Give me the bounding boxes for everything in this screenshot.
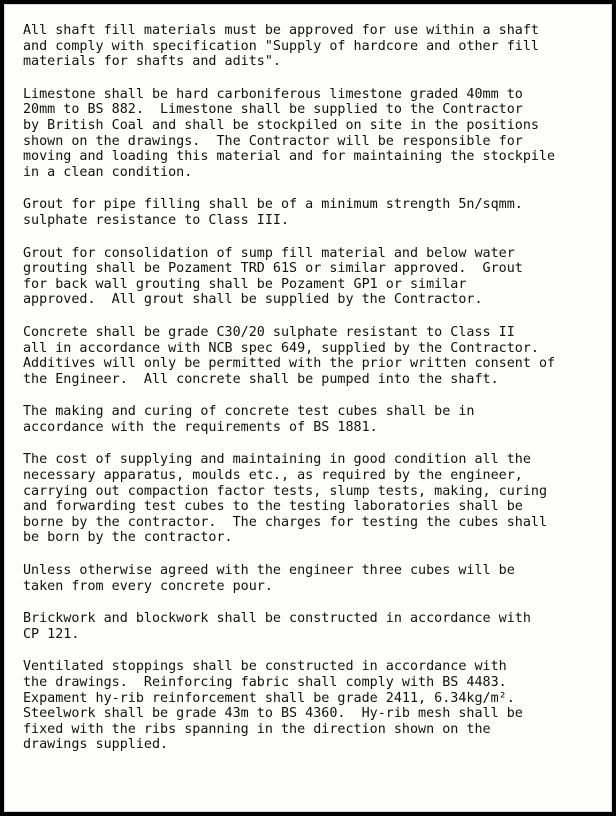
paragraph (23, 325, 599, 387)
text-line: Grout for pipe filling shall be of a minimum strength 5n/sqmm. (23, 197, 523, 213)
paragraph (23, 246, 599, 308)
text-line: sulphate resistance to Class III. (23, 212, 290, 228)
text-line: for back wall grouting shall be Pozament GP1 or similar (23, 276, 467, 292)
text-line: Expament hy-rib reinforcement shall be grade 2411, 6.34kg/m². (23, 690, 515, 706)
paragraph (23, 404, 599, 435)
text-line: Unless otherwise agreed with the engineer three cubes will be (23, 563, 515, 579)
paragraph (23, 659, 599, 753)
text-line: The making and curing of concrete test cubes shall be in (23, 404, 475, 420)
text-line: accordance with the requirements of BS 1881. (23, 419, 378, 435)
text-line: fixed with the ribs spanning in the direction shown on the (23, 721, 491, 737)
text-line: borne by the contractor. The charges for testing the cubes shall (23, 514, 548, 530)
paragraph (23, 87, 599, 181)
text-line: approved. All grout shall be supplied by the Contractor. (23, 292, 483, 308)
text-line: drawings supplied. (23, 737, 169, 753)
text-line: CP 121. (23, 626, 80, 642)
text-line: all in accordance with NCB spec 649, supplied by the Contractor. (23, 340, 539, 356)
text-line: in a clean condition. (23, 164, 193, 180)
text-line: shown on the drawings. The Contractor will be responsible for (23, 133, 523, 149)
text-line: moving and loading this material and for maintaining the stockpile (23, 149, 556, 165)
text-line: the Engineer. All concrete shall be pumped into the shaft. (23, 371, 499, 387)
text-line: and comply with specification "Supply of hardcore and other fill (23, 38, 539, 54)
text-line: taken from every concrete pour. (23, 578, 273, 594)
text-line: by British Coal and shall be stockpiled on site in the positions (23, 117, 539, 133)
document-page (4, 4, 612, 812)
text-line: materials for shafts and adits". (23, 54, 281, 70)
text-line: Additives will only be permitted with the prior written consent of (23, 356, 556, 372)
paragraph (23, 563, 599, 594)
text-line: Limestone shall be hard carboniferous limestone graded 40mm to (23, 86, 523, 102)
paragraph (23, 197, 599, 228)
text-line: and forwarding test cubes to the testing laboratories shall be (23, 499, 523, 515)
paragraph (23, 452, 599, 546)
text-line: Steelwork shall be grade 43m to BS 4360. Hy-rib mesh shall be (23, 706, 523, 722)
text-line: Brickwork and blockwork shall be constructed in accordance with (23, 611, 531, 627)
specification-text (23, 23, 599, 770)
text-line: be born by the contractor. (23, 530, 233, 546)
text-line: Ventilated stoppings shall be constructed in accordance with (23, 659, 507, 675)
text-line: necessary apparatus, moulds etc., as required by the engineer, (23, 468, 523, 484)
text-line: carrying out compaction factor tests, slump tests, making, curing (23, 483, 548, 499)
text-line: grouting shall be Pozament TRD 61S or similar approved. Grout (23, 261, 523, 277)
text-line: Concrete shall be grade C30/20 sulphate resistant to Class II (23, 324, 515, 340)
text-line: 20mm to BS 882. Limestone shall be supplied to the Contractor (23, 102, 523, 118)
text-line: the drawings. Reinforcing fabric shall comply with BS 4483. (23, 675, 507, 690)
text-line: All shaft fill materials must be approved for use within a shaft (23, 23, 539, 38)
text-line: Grout for consolidation of sump fill material and below water (23, 245, 515, 261)
paragraph (23, 23, 599, 70)
paragraph (23, 611, 599, 642)
text-line: The cost of supplying and maintaining in good condition all the (23, 452, 531, 468)
